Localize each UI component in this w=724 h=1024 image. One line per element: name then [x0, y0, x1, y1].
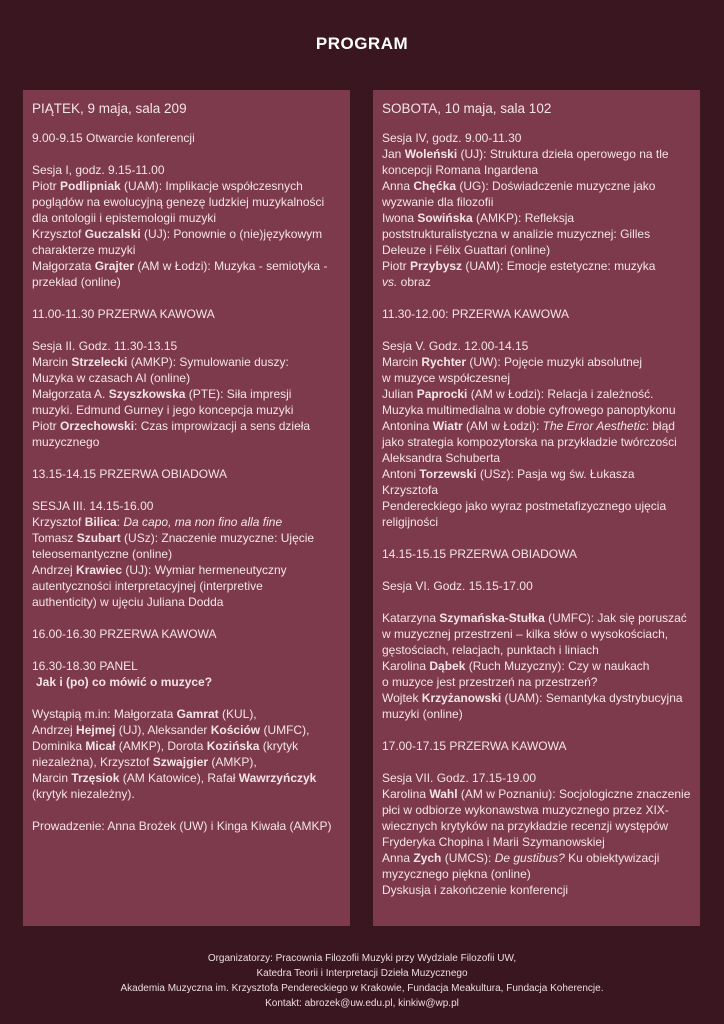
session-heading: 16.30-18.30 PANEL: [32, 659, 138, 673]
talk-line: Marcin Strzelecki (AMKP): Symulowanie duszy:: [32, 355, 289, 369]
talk-line: Andrzej Krawiec (UJ): Wymiar hermeneutyczny: [32, 563, 287, 577]
break-text: 13.15-14.15 PRZERWA OBIADOWA: [32, 467, 227, 481]
session-heading: Sesja V. Godz. 12.00-14.15: [382, 339, 529, 353]
talk-line: wiecznych krytyków na przykładzie recenzji występów: [382, 819, 669, 833]
talk-line: Iwona Sowińska (AMKP): Refleksja: [382, 211, 575, 225]
session-3: [32, 498, 343, 610]
moderation-text: Prowadzenie: Anna Brożek (UW) i Kinga Kiwała (AMKP): [32, 819, 332, 833]
session-6-heading: [382, 578, 693, 594]
talk-line: myzycznego piękna (online): [382, 867, 531, 881]
talk-line: teleosemantyczne (online): [32, 547, 173, 561]
talk-line: Fryderyka Chopina i Marii Szymanowskiej: [382, 835, 605, 849]
organizers-footer: [0, 951, 724, 1011]
participants-line: niezależna), Krzysztof Szwajgier (AMKP),: [32, 755, 257, 769]
talk-line: muzycznego: [32, 435, 100, 449]
talk-line: Julian Paprocki (AM w Łodzi): Relacja i zależność.: [382, 387, 654, 401]
participants-line: Andrzej Hejmej (UJ), Aleksander Kościów (UMFC),: [32, 723, 310, 737]
talk-line: koncepcji Romana Ingardena: [382, 163, 539, 177]
talk-line: autentyczności interpretacyjnej (interpretive: [32, 579, 263, 593]
break-text: 14.15-15.15 PRZERWA OBIADOWA: [382, 547, 577, 561]
talk-line: Małgorzata Grajter (AM w Łodzi): Muzyka - semiotyka -: [32, 259, 328, 273]
panel-title: Jak i (po) co mówić o muzyce?: [36, 675, 213, 689]
talk-line: poststrukturalistyczna w analizie muzycznej: Gilles: [382, 227, 651, 241]
talk-line: Wojtek Krzyżanowski (UAM): Semantyka dystrybucyjna: [382, 691, 683, 705]
talk-line: Deleuze i Félix Guattari (online): [382, 243, 551, 257]
day-header-friday: PIĄTEK, 9 maja, sala 209: [32, 101, 187, 116]
footer-line: Organizatorzy: Pracownia Filozofii Muzyki przy Wydziale Filozofii UW,: [207, 953, 517, 964]
opening-text: 9.00-9.15 Otwarcie konferencji: [32, 131, 195, 145]
talk-line: vs. obraz: [382, 275, 431, 289]
talk-line: authenticity) w ujęciu Juliana Dodda: [32, 595, 224, 609]
session-2: [32, 338, 343, 450]
break-item: [382, 306, 693, 322]
break-item: [32, 626, 343, 642]
session-heading: Sesja VI. Godz. 15.15-17.00: [382, 579, 533, 593]
talk-line: charakterze muzyki: [32, 243, 136, 257]
talk-line: Tomasz Szubart (USz): Znaczenie muzyczne: Ujęcie: [32, 531, 315, 545]
participants-line: Wystąpią m.in: Małgorzata Gamrat (KUL),: [32, 707, 257, 721]
talk-line: Piotr Przybysz (UAM): Emocje estetyczne: muzyka: [382, 259, 656, 273]
talk-line: Muzyka w czasach AI (online): [32, 371, 191, 385]
talk-line: Anna Zych (UMCS): De gustibus? Ku obiektywizacji: [382, 851, 660, 865]
session-heading: Sesja I, godz. 9.15-11.00: [32, 163, 165, 177]
talk-line: w muzyce współczesnej: [382, 371, 511, 385]
break-text: 16.00-16.30 PRZERWA KAWOWA: [32, 627, 217, 641]
session-heading: Sesja VII. Godz. 17.15-19.00: [382, 771, 537, 785]
closing-line: Dyskusja i zakończenie konferencji: [382, 883, 569, 897]
panel-participants: [32, 706, 343, 802]
talk-line: religijności: [382, 515, 439, 529]
talk-line: Muzyka multimedialna w dobie cyfrowego panoptykonu: [382, 403, 676, 417]
talk-line: Anna Chęćka (UG): Doświadczenie muzyczne jako: [382, 179, 656, 193]
talk-line: Karolina Dąbek (Ruch Muzyczny): Czy w naukach: [382, 659, 650, 673]
talk-line: Marcin Rychter (UW): Pojęcie muzyki absolutnej: [382, 355, 643, 369]
participants-line: Dominika Micał (AMKP), Dorota Kozińska (krytyk: [32, 739, 299, 753]
talk-line: Antoni Torzewski (USz): Pasja wg św. Łukasza Krzysztofa: [382, 467, 635, 497]
day-header-saturday: SOBOTA, 10 maja, sala 102: [382, 101, 552, 116]
footer-line: Katedra Teorii i Interpretacji Dzieła Muzycznego: [256, 968, 468, 979]
page-title: PROGRAM: [315, 34, 409, 53]
talk-line: wyzwanie dla filozofii: [382, 195, 494, 209]
talk-line: Piotr Podlipniak (UAM): Implikacje współczesnych: [32, 179, 303, 193]
break-item: [32, 466, 343, 482]
participants-line: (krytyk niezależny).: [32, 787, 135, 801]
session-1: [32, 162, 343, 290]
talk-line: Pendereckiego jako wyraz postmetafizycznego ujęcia: [382, 499, 667, 513]
talk-line: Krzysztof Bilica: Da capo, ma non fino alla fine: [32, 515, 283, 529]
break-item: [382, 738, 693, 754]
saturday-column: [373, 90, 700, 926]
opening-item: [32, 130, 343, 146]
talk-line: w muzycznej przestrzeni – kilka słów o wysokościach,: [382, 627, 669, 641]
friday-column: [23, 90, 350, 926]
break-text: 11.30-12.00: PRZERWA KAWOWA: [382, 307, 569, 321]
panel-session: [32, 658, 343, 690]
talk-line: poglądów na ewolucyjną genezę ludzkiej muzykalności: [32, 195, 325, 209]
talk-line: o muzyce jest przestrzeń na przestrzeń?: [382, 675, 598, 689]
talk-line: Jan Woleński (UJ): Struktura dzieła operowego na tle: [382, 147, 669, 161]
break-text: 11.00-11.30 PRZERWA KAWOWA: [32, 307, 215, 321]
talk-line: gęstościach, relacjach, punktach i liniach: [382, 643, 599, 657]
break-item: [32, 306, 343, 322]
talk-line: płci w odbiorze wykonawstwa muzycznego przez XIX-: [382, 803, 669, 817]
session-heading: Sesja IV, godz. 9.00-11.30: [382, 131, 522, 145]
talk-line: przekład (online): [32, 275, 121, 289]
break-item: [382, 546, 693, 562]
session-7: [382, 770, 693, 898]
talk-line: Piotr Orzechowski: Czas improwizacji a sens dzieła: [32, 419, 311, 433]
session-6: [382, 610, 693, 722]
moderation-item: [32, 818, 343, 834]
participants-line: Marcin Trzęsiok (AM Katowice), Rafał Wawrzyńczyk: [32, 771, 317, 785]
footer-line: Akademia Muzyczna im. Krzysztofa Pendereckiego w Krakowie, Fundacja Meakultura, Fundacja Koherencje.: [120, 983, 604, 994]
break-text: 17.00-17.15 PRZERWA KAWOWA: [382, 739, 567, 753]
talk-line: muzyki (online): [382, 707, 463, 721]
talk-line: dla ontologii i epistemologii muzyki: [32, 211, 217, 225]
contact-line: Kontakt: abrozek@uw.edu.pl, kinkiw@wp.pl: [265, 998, 459, 1009]
session-heading: Sesja II. Godz. 11.30-13.15: [32, 339, 178, 353]
session-5: [382, 338, 693, 530]
talk-line: jako strategia kompozytorska na przykładzie twórczości: [382, 435, 677, 449]
talk-line: Antonina Wiatr (AM w Łodzi): The Error Aesthetic: błąd: [382, 419, 675, 433]
talk-line: Aleksandra Schuberta: [382, 451, 501, 465]
talk-line: Krzysztof Guczalski (UJ): Ponownie o (nie)językowym: [32, 227, 323, 241]
session-4: [382, 130, 693, 290]
talk-line: Małgorzata A. Szyszkowska (PTE): Siła impresji: [32, 387, 292, 401]
talk-line: Katarzyna Szymańska-Stułka (UMFC): Jak się poruszać: [382, 611, 687, 625]
talk-line: muzyki. Edmund Gurney i jego koncepcja muzyki: [32, 403, 294, 417]
talk-line: Karolina Wahl (AM w Poznaniu): Socjologiczne znaczenie: [382, 787, 691, 801]
session-heading: SESJA III. 14.15-16.00: [32, 499, 154, 513]
